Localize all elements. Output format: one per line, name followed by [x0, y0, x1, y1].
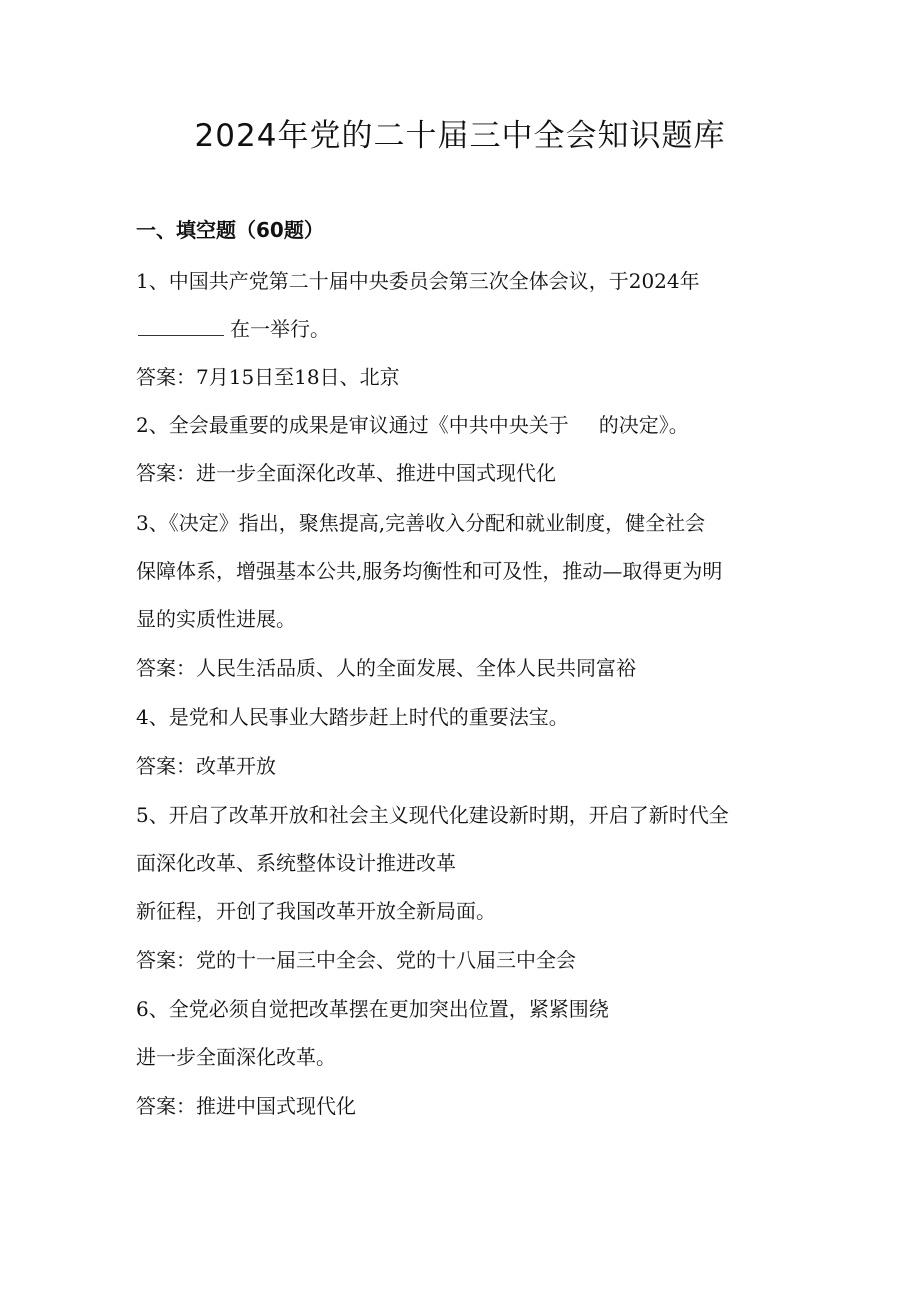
answer-1: 答案：7月15日至18日、北京 [136, 365, 400, 389]
section-heading: 一、填空题（60题） [136, 218, 324, 242]
question-5-line-3: 新征程，开创了我国改革开放全新局面。 [136, 899, 496, 923]
question-1-line-2 [136, 311, 330, 347]
answer-5: 答案：党的十一届三中全会、党的十八届三中全会 [136, 948, 576, 972]
question-1-line-1: 1、中国共产党第二十届中央委员会第三次全体会议，于2024年 [136, 269, 700, 293]
document-title: 2024年党的二十届三中全会知识题库 [194, 118, 726, 154]
question-3-line-3: 显的实质性进展。 [136, 607, 296, 631]
question-5-line-2: 面深化改革、系统整体设计推进改革 [136, 851, 456, 875]
question-6-line-2: 进一步全面深化改革。 [136, 1045, 336, 1069]
question-5-line-1: 5、开启了改革开放和社会主义现代化建设新时期，开启了新时代全 [136, 803, 729, 827]
question-1-line-2-text: 在一举行。 [230, 317, 330, 341]
question-4-line-1: 4、是党和人民事业大踏步赶上时代的重要法宝。 [136, 705, 569, 729]
question-3-line-2: 保障体系，增强基本公共,服务均衡性和可及性，推动—取得更为明 [136, 559, 723, 583]
question-2-text-b: 的决定》。 [598, 413, 689, 437]
question-2-line-1 [136, 407, 689, 443]
question-6-line-1: 6、全党必须自觉把改革摆在更加突出位置，紧紧围绕 [136, 997, 609, 1021]
answer-2: 答案：进一步全面深化改革、推进中国式现代化 [136, 461, 556, 485]
question-3-line-1: 3、《决定》指出，聚焦提高,完善收入分配和就业制度，健全社会 [136, 511, 706, 535]
question-2-text-a: 2、全会最重要的成果是审议通过《中共中央关于 [136, 413, 569, 437]
answer-6: 答案：推进中国式现代化 [136, 1094, 356, 1118]
answer-3: 答案：人民生活品质、人的全面发展、全体人民共同富裕 [136, 656, 636, 680]
fill-in-blank [138, 317, 224, 336]
answer-4: 答案：改革开放 [136, 754, 276, 778]
